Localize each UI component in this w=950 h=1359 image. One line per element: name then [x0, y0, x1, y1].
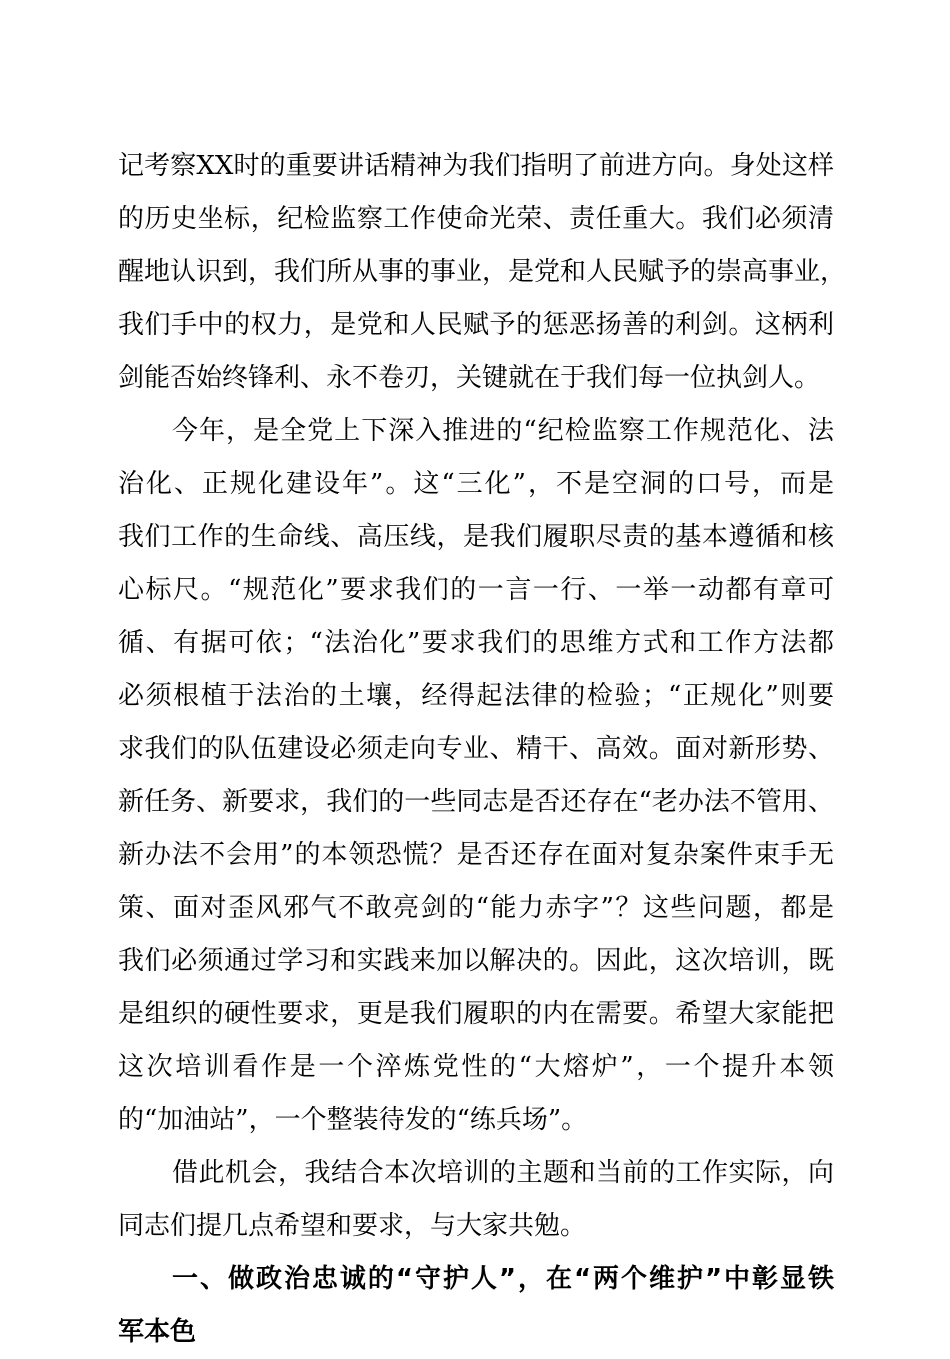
text-line: 是组织的硬性要求，更是我们履职的内在需要。希望大家能把: [118, 999, 834, 1029]
text-line: 我们必须通过学习和实践来加以解决的。因此，这次培训，既: [118, 946, 834, 976]
text-line: 新办法不会用”的本领恐慌？是否还存在面对复杂案件束手无: [118, 840, 834, 870]
text-line: 我们工作的生命线、高压线，是我们履职尽责的基本遵循和核: [118, 522, 834, 552]
text-line: 新任务、新要求，我们的一些同志是否还存在“老办法不管用、: [118, 787, 834, 817]
text-line: 必须根植于法治的土壤，经得起法律的检验；“正规化”则要: [118, 681, 834, 711]
text-line: 同志们提几点希望和要求，与大家共勉。: [118, 1211, 587, 1241]
text-line: 的历史坐标，纪检监察工作使命光荣、责任重大。我们必须清: [118, 204, 834, 234]
paragraph-first-line: 借此机会，我结合本次培训的主题和当前的工作实际，向: [172, 1158, 834, 1188]
text-line: 记考察XX时的重要讲话精神为我们指明了前进方向。身处这样: [118, 151, 834, 181]
section-heading: 一、做政治忠诚的“守护人”，在“两个维护”中彰显铁: [172, 1264, 834, 1294]
section-heading: 军本色: [118, 1317, 197, 1347]
text-line: 这次培训看作是一个淬炼党性的“大熔炉”，一个提升本领: [118, 1052, 834, 1082]
text-line: 醒地认识到，我们所从事的事业，是党和人民赋予的崇高事业，: [118, 257, 847, 287]
paragraph-first-line: 今年，是全党上下深入推进的“纪检监察工作规范化、法: [172, 416, 834, 446]
text-line: 心标尺。“规范化”要求我们的一言一行、一举一动都有章可: [118, 575, 834, 605]
text-line: 的“加油站”，一个整装待发的“练兵场”。: [118, 1105, 588, 1135]
document-body: [118, 140, 847, 1359]
text-line: 求我们的队伍建设必须走向专业、精干、高效。面对新形势、: [118, 734, 834, 764]
text-line: 循、有据可依；“法治化”要求我们的思维方式和工作方法都: [118, 628, 834, 658]
text-line: 我们手中的权力，是党和人民赋予的惩恶扬善的利剑。这柄利: [118, 310, 834, 340]
text-line: 治化、正规化建设年”。这“三化”，不是空洞的口号，而是: [118, 469, 834, 499]
text-line: 策、面对歪风邪气不敢亮剑的“能力赤字”？这些问题，都是: [118, 893, 834, 923]
text-line: 剑能否始终锋利、永不卷刃，关键就在于我们每一位执剑人。: [118, 363, 821, 393]
